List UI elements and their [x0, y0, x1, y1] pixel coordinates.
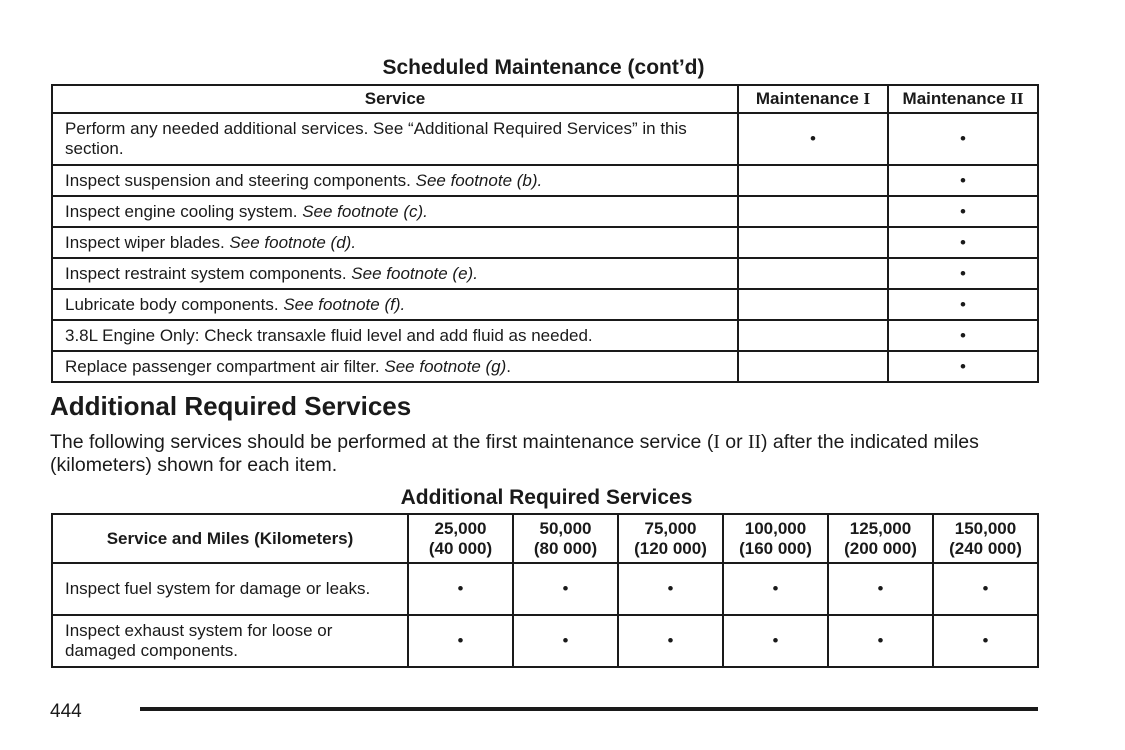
interval-cell: •: [618, 563, 723, 615]
service-cell: Lubricate body components. See footnote (f).: [52, 289, 738, 320]
scheduled-maintenance-table: [51, 84, 1039, 383]
interval-header: 25,000 (40 000): [408, 514, 513, 563]
service-cell: Inspect fuel system for damage or leaks.: [52, 563, 408, 615]
scheduled-maintenance-title: Scheduled Maintenance (cont’d): [382, 56, 705, 79]
service-cell: Inspect restraint system components. See footnote (e).: [52, 258, 738, 289]
footer-rule: [140, 707, 1038, 711]
interval-cell: •: [408, 563, 513, 615]
interval-header: 50,000 (80 000): [513, 514, 618, 563]
maintenance-i-cell: [738, 289, 888, 320]
maintenance-ii-cell: •: [888, 258, 1038, 289]
maintenance-i-cell: [738, 320, 888, 351]
table-row: [52, 227, 1038, 258]
interval-cell: •: [933, 563, 1038, 615]
interval-cell: •: [723, 615, 828, 667]
interval-cell: •: [513, 563, 618, 615]
maintenance-i-cell: •: [738, 113, 888, 165]
service-column-header: Service: [52, 85, 738, 113]
maintenance-ii-cell: •: [888, 227, 1038, 258]
table-row: [52, 320, 1038, 351]
interval-cell: •: [828, 615, 933, 667]
interval-cell: •: [933, 615, 1038, 667]
maintenance-ii-cell: •: [888, 351, 1038, 382]
maintenance-ii-cell: •: [888, 320, 1038, 351]
interval-header: 150,000 (240 000): [933, 514, 1038, 563]
interval-header: 75,000 (120 000): [618, 514, 723, 563]
service-cell: Inspect engine cooling system. See footnote (c).: [52, 196, 738, 227]
table-row: [52, 113, 1038, 165]
maintenance-ii-column-header: Maintenance II: [888, 85, 1038, 113]
table-header-row: [52, 514, 1038, 563]
additional-services-table-title: Additional Required Services: [400, 486, 693, 509]
interval-cell: •: [513, 615, 618, 667]
service-cell: Inspect wiper blades. See footnote (d).: [52, 227, 738, 258]
interval-cell: •: [723, 563, 828, 615]
table-header-row: [52, 85, 1038, 113]
maintenance-i-cell: [738, 227, 888, 258]
interval-header: 125,000 (200 000): [828, 514, 933, 563]
page-number: 444: [50, 701, 82, 722]
service-cell: 3.8L Engine Only: Check transaxle fluid level and add fluid as needed.: [52, 320, 738, 351]
maintenance-ii-cell: •: [888, 165, 1038, 196]
table-row: [52, 196, 1038, 227]
table-row: [52, 563, 1038, 615]
interval-header: 100,000 (160 000): [723, 514, 828, 563]
maintenance-i-cell: [738, 196, 888, 227]
table-row: [52, 615, 1038, 667]
table-row: [52, 289, 1038, 320]
maintenance-ii-cell: •: [888, 289, 1038, 320]
service-cell: Inspect exhaust system for loose or damaged components.: [52, 615, 408, 667]
section-paragraph: The following services should be performed at the first maintenance service (I or II) after the indicated miles (kilometers) shown for each item.: [50, 431, 979, 476]
service-miles-column-header: Service and Miles (Kilometers): [52, 514, 408, 563]
service-cell: Perform any needed additional services. See “Additional Required Services” in this section.: [52, 113, 738, 165]
section-heading: Additional Required Services: [50, 391, 412, 421]
maintenance-i-cell: [738, 165, 888, 196]
maintenance-i-column-header: Maintenance I: [738, 85, 888, 113]
table-row: [52, 351, 1038, 382]
interval-cell: •: [618, 615, 723, 667]
maintenance-ii-cell: •: [888, 113, 1038, 165]
table-row: [52, 165, 1038, 196]
service-cell: Inspect suspension and steering components. See footnote (b).: [52, 165, 738, 196]
maintenance-i-cell: [738, 258, 888, 289]
interval-cell: •: [408, 615, 513, 667]
service-cell: Replace passenger compartment air filter. See footnote (g).: [52, 351, 738, 382]
table-row: [52, 258, 1038, 289]
maintenance-ii-cell: •: [888, 196, 1038, 227]
interval-cell: •: [828, 563, 933, 615]
additional-services-table: [51, 513, 1039, 668]
maintenance-i-cell: [738, 351, 888, 382]
